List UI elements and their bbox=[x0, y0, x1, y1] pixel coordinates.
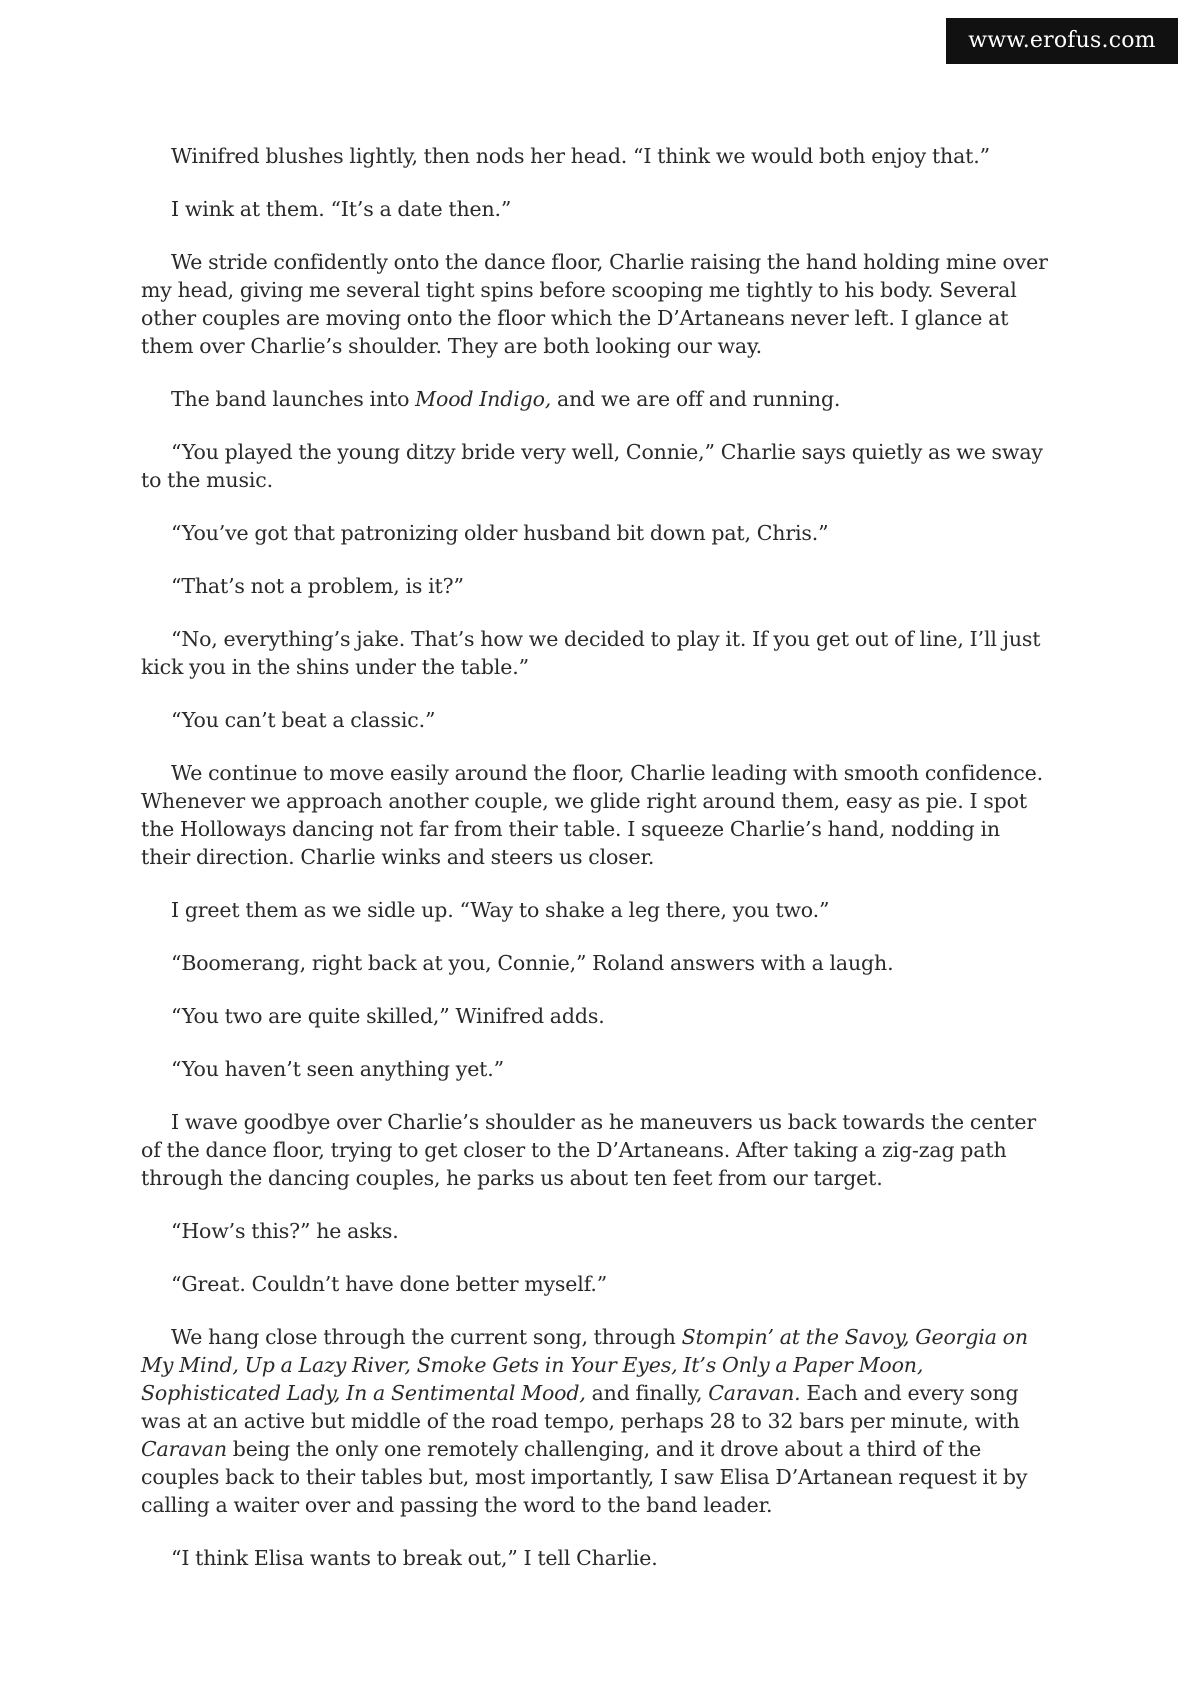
paragraph bbox=[141, 438, 1051, 494]
site-watermark: www.erofus.com bbox=[946, 18, 1178, 64]
paragraph bbox=[141, 1544, 1051, 1572]
paragraph bbox=[141, 142, 1051, 170]
paragraph bbox=[141, 625, 1051, 681]
paragraph bbox=[141, 572, 1051, 600]
paragraph bbox=[141, 248, 1051, 360]
paragraph-text: “You’ve got that patronizing older husband bit down pat, Chris.” bbox=[171, 521, 829, 545]
italic-title-text: Caravan bbox=[141, 1437, 227, 1461]
paragraph-text: We continue to move easily around the floor, Charlie leading with smooth confidence. Whenever we approach another couple, we glide right around them, easy as pie. I spot the Holloways dancing not far from their table. I squeeze Charlie’s hand, nodding in their direction. Charlie winks and steers us closer. bbox=[141, 761, 1043, 869]
paragraph bbox=[141, 896, 1051, 924]
paragraph-text: “Great. Couldn’t have done better myself.” bbox=[171, 1272, 608, 1296]
paragraph bbox=[141, 1055, 1051, 1083]
paragraph-text: I greet them as we sidle up. “Way to shake a leg there, you two.” bbox=[171, 898, 830, 922]
paragraph-text: “I think Elisa wants to break out,” I tell Charlie. bbox=[171, 1546, 658, 1570]
paragraph-text: “No, everything’s jake. That’s how we decided to play it. If you get out of line, I’ll just kick you in the shins under the table.” bbox=[141, 627, 1041, 679]
paragraph-text: Winifred blushes lightly, then nods her head. “I think we would both enjoy that.” bbox=[171, 144, 990, 168]
italic-title-text: Stompin’ at the Savoy, Georgia on My Mind, Up a Lazy River, Smoke Gets in Your Eyes, It’s Only a Paper Moon, Sophisticated Lady, In a Sentimental Mood, bbox=[141, 1325, 1028, 1405]
paragraph-text: “You can’t beat a classic.” bbox=[171, 708, 436, 732]
paragraph-text: Each and every song was at an active but middle of the road tempo, perhaps 28 to 32 bars per minute, with bbox=[141, 1381, 1020, 1433]
page-body bbox=[141, 142, 1051, 1597]
paragraph bbox=[141, 1270, 1051, 1298]
paragraph bbox=[141, 1108, 1051, 1192]
paragraph bbox=[141, 759, 1051, 871]
paragraph bbox=[141, 385, 1051, 413]
paragraph-text: The band launches into bbox=[171, 387, 416, 411]
paragraph-text: I wink at them. “It’s a date then.” bbox=[171, 197, 512, 221]
paragraph-text: “You two are quite skilled,” Winifred adds. bbox=[171, 1004, 605, 1028]
paragraph bbox=[141, 519, 1051, 547]
italic-title-text: Caravan. bbox=[708, 1381, 801, 1405]
italic-title-text: Mood Indigo, bbox=[415, 387, 552, 411]
paragraph-text: “That’s not a problem, is it?” bbox=[171, 574, 464, 598]
paragraph-text: and finally, bbox=[585, 1381, 709, 1405]
paragraph bbox=[141, 1323, 1051, 1519]
paragraph bbox=[141, 195, 1051, 223]
paragraph-text: “You played the young ditzy bride very well, Connie,” Charlie says quietly as we sway to the music. bbox=[141, 440, 1043, 492]
paragraph-text: I wave goodbye over Charlie’s shoulder as he maneuvers us back towards the center of the dance floor, trying to get closer to the D’Artaneans. After taking a zig-zag path through the dancing couples, he parks us about ten feet from our target. bbox=[141, 1110, 1036, 1190]
paragraph-text: “Boomerang, right back at you, Connie,” Roland answers with a laugh. bbox=[171, 951, 894, 975]
paragraph-text: We hang close through the current song, through bbox=[171, 1325, 682, 1349]
paragraph-text: being the only one remotely challenging, and it drove about a third of the couples back to their tables but, most importantly, I saw Elisa D’Artanean request it by calling a waiter over and passing the word to the band leader. bbox=[141, 1437, 1028, 1517]
paragraph bbox=[141, 706, 1051, 734]
paragraph-text: “You haven’t seen anything yet.” bbox=[171, 1057, 504, 1081]
paragraph bbox=[141, 1217, 1051, 1245]
paragraph-text: We stride confidently onto the dance floor, Charlie raising the hand holding mine over my head, giving me several tight spins before scooping me tightly to his body. Several other couples are moving onto the floor which the D’Artaneans never left. I glance at them over Charlie’s shoulder. They are both looking our way. bbox=[141, 250, 1048, 358]
paragraph bbox=[141, 949, 1051, 977]
paragraph bbox=[141, 1002, 1051, 1030]
paragraph-text: and we are off and running. bbox=[551, 387, 841, 411]
paragraph-text: “How’s this?” he asks. bbox=[171, 1219, 399, 1243]
